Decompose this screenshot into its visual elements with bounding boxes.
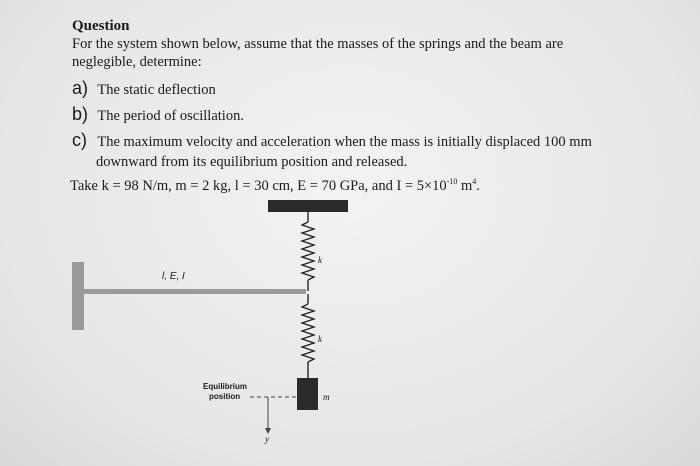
item-a-text: The static deflection [97, 82, 216, 98]
item-b-text: The period of oscillation. [97, 108, 244, 124]
question-intro-line2: neglegible, determine: [72, 54, 202, 70]
upper-spring-label: k [318, 255, 322, 265]
given-end: . [476, 177, 480, 194]
ceiling-support [268, 200, 348, 212]
given-unit: m [457, 177, 473, 194]
given-unit-exponent: 4 [472, 177, 477, 186]
wall-support [72, 262, 84, 330]
y-axis-label: y [265, 434, 269, 444]
item-c-text: The maximum velocity and acceleration when the mass is initially displaced 100 mm [97, 134, 592, 150]
item-b-letter: b) [72, 104, 89, 124]
item-a-letter: a) [72, 78, 89, 98]
mass-label: m [323, 392, 330, 402]
question-title: Question [72, 18, 130, 34]
lower-spring-label: k [318, 334, 322, 344]
beam-label: l, E, I [162, 271, 185, 282]
upper-spring [302, 222, 314, 280]
equilibrium-label-line2: position [209, 392, 241, 401]
item-c-letter: c) [72, 130, 87, 150]
equilibrium-label-line1: Equilibrium [203, 382, 247, 391]
question-intro-line1: For the system shown below, assume that the masses of the springs and the beam are [72, 36, 564, 52]
item-c-text-continued: downward from its equilibrium position and released. [96, 154, 408, 170]
given-exponent: -10 [446, 177, 458, 186]
cantilever-beam [84, 289, 306, 294]
mass-block [297, 378, 318, 410]
lower-spring [302, 304, 314, 362]
given-prefix: Take k = 98 N/m, m = 2 kg, l = 30 cm, E = 70 GPa, and I = 5×10 [70, 177, 447, 194]
